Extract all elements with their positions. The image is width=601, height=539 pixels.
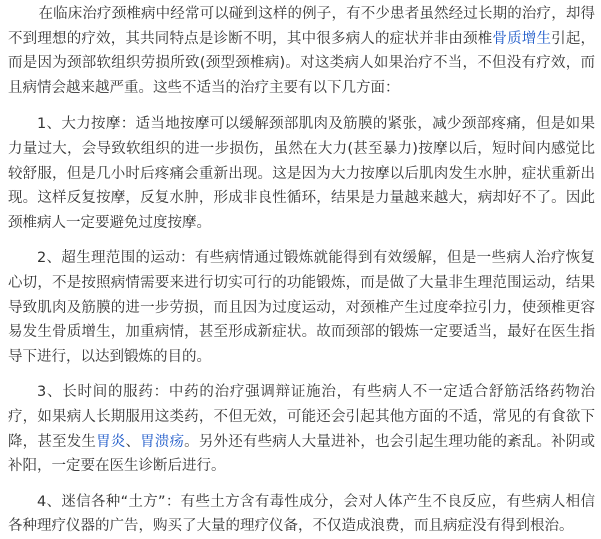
keyword-link-gastric-ulcer[interactable]: 胃溃疡 [140,433,185,450]
point-3-paragraph [8,380,595,478]
point-3-text-2: 。另外还有些病人大量进补，也会引起生理功能的紊乱。补阴或补阳，一定要在医生诊断后进行。 [8,433,596,475]
keyword-link-gastritis[interactable]: 胃炎 [96,433,126,450]
intro-text-2: 引起，而是因为颈部软组织劳损所致(颈型颈椎病)。对这类病人如果治疗不当，不但没有疗效，而且病情会越来越严重。这些不适当的治疗主要有以下几方面： [8,30,595,96]
point-3-separator: 、 [125,433,141,450]
intro-text-1: 在临床治疗颈椎病中经常可以碰到这样的例子，有不少患者虽然经过长期的治疗，却得不到理想的疗效，其共同特点是诊断不明，其中很多病人的症状并非由颈椎 [8,6,595,47]
point-1-paragraph: 1、大力按摩：适当地按摩可以缓解颈部肌肉及筋膜的紧张，减少颈部疼痛，但是如果力量过大，会导致软组织的进一步损伤，虽然在大力(甚至暴力)按摩以后，短时间内感觉比较舒服，但是几小时后疼痛会重新出现。这是因为大力按摩以后肌肉发生水肿，症状重新出现。这样反复按摩，反复水肿，形成非良性循环，结果是力量越来越大，病却好不了。因此颈椎病人一定要避免过度按摩。 [8,116,595,231]
point-3-text-1: 3、长时间的服药：中药的治疗强调辩证施治，有些病人不一定适合舒筋活络药物治疗，如果病人长期服用这类药，不但无效，可能还会引起其他方面的不适，常见的有食欲下降，甚至发生 [8,384,595,450]
point-2-paragraph: 2、超生理范围的运动：有些病情通过锻炼就能得到有效缓解，但是一些病人治疗恢复心切，不是按照病情需要来进行切实可行的功能锻炼，而是做了大量非生理范围运动，结果导致肌肉及筋膜的进一步劳损，而且因为过度运动，对颈椎产生过度牵拉引力，使颈椎更容易发生骨质增生，加重病情，甚至形成新症状。故而颈部的锻炼一定要适当，最好在医生指导下进行，以达到锻炼的目的。 [8,250,595,365]
intro-paragraph [8,2,595,100]
keyword-link-bone-hyperplasia[interactable]: 骨质增生 [492,30,552,47]
point-4-paragraph: 4、迷信各种“土方”：有些土方含有毒性成分，会对人体产生不良反应，有些病人相信各种理疗仪器的广告，购买了大量的理疗仪备，不仅造成浪费，而且病症没有得到根治。 [8,493,595,535]
